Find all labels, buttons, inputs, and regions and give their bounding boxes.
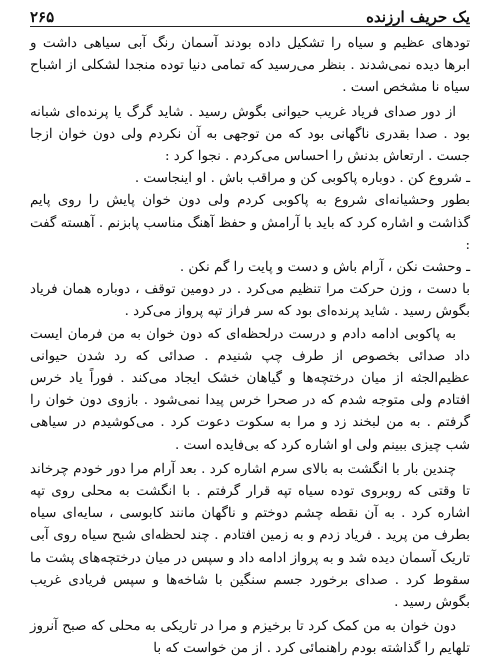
paragraph: از دور صدای فریاد غریب حیوانی بگوش رسید . شاید گرگ یا پرنده‌ای شبانه بود . صدا بقدری ناگهانی بود که من توجهی به آن نکردم ولی دون خوان ازجا جست . ارتعاش بدنش را احساس می‌کردم . نجوا کرد : xyxy=(30,104,470,165)
paragraph: ـ شروع کن . دوباره پاکوبی کن و مراقب باش . او اینجاست . xyxy=(134,171,470,187)
paragraph: به پاکوبی ادامه دادم و درست درلحظه‌ای که دون خوان به من فرمان ایست داد صدائی بخصوص از طرف چپ شنیدم . صدائی که رد شدن حیوانی عظیم‌الجثه از میان درختچه‌ها و گیاهان خشک ایجاد می‌کند . فوراً یاد خرس افتادم ولی متوجه شدم که در صحرا خرس پیدا نمی‌شود . بازوی دون خوان را گرفتم . به من لبخند زد و مرا به سکوت دعوت کرد . می‌کوشیدم در سیاهی شب چیزی ببینم ولی او اشاره کرد که بی‌فایده است . xyxy=(30,326,470,453)
paragraph: چندین بار با انگشت به بالای سرم اشاره کرد . بعد آرام مرا دور خودم چرخاند تا وقتی که روبروی توده‌ سیاه تپه قرار گرفتم . با انگشت به محلی روی تپه اشاره کرد . به آن نقطه چشم دوختم و ناگهان مانند کابوسی ، سایه‌ای سیاه بطرف من پرید . فریاد زدم و به زمین افتادم . چند لحظه‌ای شبح سیاه روی آبی تاریک آسمان دیده شد و به پرواز ادامه داد و سپس در میان درختچه‌های پشت ما سقوط کرد . صدای برخورد جسم سنگین با شاخه‌ها و سپس فریادی غریب بگوش رسید . xyxy=(30,461,470,611)
page-header xyxy=(30,4,470,27)
page-number: ۲۶۵ xyxy=(30,8,55,26)
running-title: یک حریف ارزنده xyxy=(366,8,470,26)
paragraph: دون خوان به من کمک کرد تا برخیزم و مرا در تاریکی به محلی که صبح آنروز تلهایم را گذاشته بودم راهنمائی کرد . از من خواست که با xyxy=(30,619,470,657)
body-text xyxy=(30,33,470,661)
paragraph: با دست ، وزن حرکت مرا تنظیم می‌کرد . در دومین توقف ، دوباره همان فریاد بگوش رسید . شاید پرنده‌ای بود که سر فراز تپه پرواز می‌کرد . xyxy=(30,282,470,320)
paragraph: ـ وحشت نکن ، آرام باش و دست و پایت را گم نکن . xyxy=(179,260,470,276)
paragraph: بطور وحشیانه‌ای شروع به پاکوبی کردم ولی دون خوان پایش را روی پایم گذاشت و اشاره کرد که باید با آرامش و حفظ آهنگ مناسب پابزنم . آهسته گفت : xyxy=(30,193,470,253)
paragraph: تودهای عظیم و سیاه را تشکیل داده بودند آسمان رنگ آبی سیاهی داشت و ابرها دیده نمی‌شدند . بنظر می‌رسید که تمامی دنیا توده‌ منجدا لشکلی از اشباح سیاه نا مشخص است . xyxy=(30,36,470,96)
